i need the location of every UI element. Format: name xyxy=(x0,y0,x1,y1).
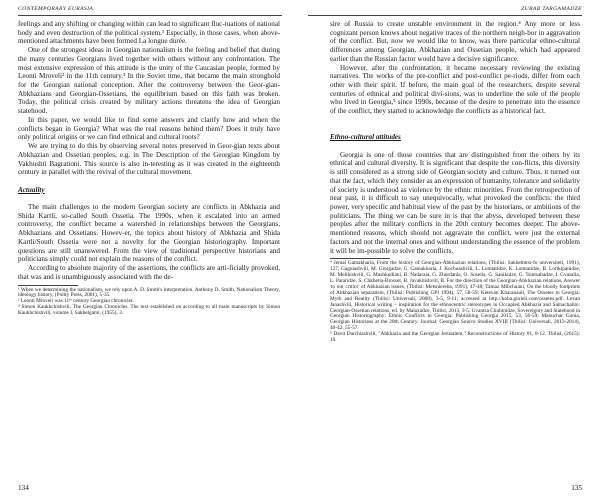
footnote: ⁵ Davit Darchiashvili, "Abkhazia and the Georgian Jerusalem," Reconstructions of History #1, 8-12. Tbilisi, (2015): 10. xyxy=(330,331,580,344)
left-text-column xyxy=(18,20,280,317)
header-rule xyxy=(18,15,282,16)
paragraph: feelings and any shifting or changing within can lead to significant fluc-tuations of national body and even destruction of the political system.¹ Especially, in those cases, when above-mentioned attachments have been formed La longue durée. xyxy=(18,20,280,46)
paragraph: However, after the confrontation, it became necessary reviewing the existing narratives. The works of the pre-conflict and post-conflict pe-riods, differ from each other with their spirit. If before, the main goal of the researchers, despite several centuries of ethnical and political divi-sions, was to underline the sole of the people who lived in Georgia,⁵ since 1990s, because of the desire to penetrate into the essence of the conflict, they started to acknowledge the conflicts as a historical fact. xyxy=(330,63,580,116)
running-header: ZURAB TARGAMADZE xyxy=(521,6,582,12)
paragraph: sire of Russia to create unstable environment in the region.⁴ Any more or less cognizant person knows about negative traces of the northern neigh-bor in aggravation of the conflict. But, now we would like to know, was there particular ethno-cultural differences among Georgian, Abkhazian and Ossetian people, which had appeared earlier than the Russian factor would have a decisive significance. xyxy=(330,20,580,63)
footnote: ¹ When we determining the nationalism, we rely upon A. D. Smith's interpretation. Anthony D. Smith, Nationalism Theory, ideology history, (Polity Press, 2001), 5-35. xyxy=(18,286,280,299)
paragraph: We are trying to do this by observing several notes preserved in Geor-gian texts about Abkhazian and Ossetian peoples, e.g. in The Description of the Georgian Kingdom by Vakhushti Bagrationi. This source is also in-teresting as it was created in the eighteenth century in parallel with the revival of the cultural movement. xyxy=(18,142,280,177)
page-number: 135 xyxy=(571,484,582,492)
right-text-column xyxy=(330,20,580,344)
paragraph: According to absolute majority of the assertions, the conflicts are arti-ficially provoked, that was and is unambiguously associated with the de- xyxy=(18,264,280,281)
right-page xyxy=(300,0,600,499)
paragraph: Georgia is one of those countries that are distinguished from the others by its ethnical and cultural diversity. It is significant that despite the con-flicts, this diversity is still considered as a strong side of Georgian society and culture. Thus, it turned out that the fact, which they consider as an expression of humanity, tolerance and solidarity of society is understood as violence by the ethnic minorities. From the retrospection of near past, it is difficult to say unequivocally, what provoked the conflicts: the third power, very specific and habitual view of the past by the historians, or ambitions of the politicians. The thing we can be sure in is that the abyss, developed between these peoples after the military conflicts in the 20th century becomes deeper. The above-mentioned reasons, which should not aggravate the conflict, were just the external factors and not the internal ones and without understanding the essence of the problem it will be im-possible to solve the conflicts. xyxy=(330,150,580,255)
paragraph: In this paper, we would like to find some answers and clarify how and when the conflicts began in Georgia? What was the real reasons behind them? Does it truly have only political origins or we can find ethnical and cultural roots? xyxy=(18,115,280,142)
page-number: 134 xyxy=(18,484,29,492)
footnote: ² Leonti Mroveli was 11ᵗʰ century Georgian chronicler. xyxy=(18,298,134,305)
running-header: CONTEMPORARY EURASIA xyxy=(18,6,94,12)
section-heading: Actuality xyxy=(18,185,45,194)
header-rule xyxy=(308,15,582,16)
left-page xyxy=(0,0,290,499)
footnote: ⁴ Jemal Gamakharia, From the history of Georgian-Abkhazian relations, (Tbilisi: Sakhelmtsi-fo universiteti, 1991), 127; Gagniashvili, M. Giorgadze, G. Gamakharia, J. Kochuashvili, L. Lomtatidze, K. Lomtatidze, B. Lortkipanidze, M. Melikishvili, G. Mushkudiani, B. Nadaraia, G. Zhordania, O. Soselia, G. Sanikidze, G. Tsintsabadze, I. Gvasalia, L. Pataridze, S. Chkhetia-Brosset, B. Javakhishvili, B. For the direction of the Georgian-Abkhazian relations, Answer 'to our critics' of Abkhazian issues, (Tbilisi: Metsniereba, 1991), 47-48; Tamaz Mibchuani, On the bloody footprints of Abkhazian separatism, (Tbilisi: Publishing GPI 1994), 57, 58-59; Ketevan Kharanauli, The Ossetes in Georgia: Myth and Reality (Tbilisi: Universali, 2008), 3-5, 9-11; accessed at http://koba.gurieli.com/ossetes.pdf. Levan Janashvili, Historical writing – inspiration for the ethnocentric stereotypes in Occupied Abkhazia and Samachablo: Georgian-Ossetian relations, ed. by Malaxadze, Tbilisi, 2013, 3-5. Gvantsa Chubinidze, Sovereignty and Statehood in Georgian Historiography: Ethnic Conflicts in Georgia: Publishing Georgia 2015, 53, 56-59; Manuchar Gunia, Georgian Historians at the 20th Century. Journal: Georgian Source Studies XVIII (Tbilisi: Universali, 2013-2014), 40-42, 55-57. xyxy=(330,260,580,332)
paragraph: The main challenges to the modern Georgian society are conflicts in Abkhazia and Shida Kartli, so-called South Ossetia. The 1990s, when it escalated into an armed controversy, the conflict became a watershed in relationships between the Georgians, Abkhazians and Ossetians. Howev-er, the topics about history of Abkhazia and Shida Kartli/South Ossetia were not a novelty for the Georgian historiography. Important questions are still unanswered. From the view of traditional perspective historians and politicians simply could not explain the reasons of the conflict. xyxy=(18,203,280,264)
paragraph: One of the strongest ideas in Georgian nationalism is the feeling and belief that during the many centuries Georgians lived together with others without any confrontation. The most extensive expression of this attitude is the unity of the Caucasian people, formed by Leonti Mroveli² in the 11th century.³ In the Soviet time, that became the main stronghold for the Georgian national conception. After the controversy between the Geor-gian-Abkhazians and Georgian-Ossetians, the equilibrium based on this faith was broken. Today, the political crisis created by military actions threatens the idea of Georgian statehood. xyxy=(18,46,280,116)
footnote-rule xyxy=(18,285,78,286)
footnote: ³ Simon Kaukhchishvili, The Georgian Chronicles. The text established on according to all main manuscripts by Simon Kaukhchishvili, volume I, Sakhelgami, (1955), 3. xyxy=(18,304,280,317)
section-heading: Ethno-cultural attitudes xyxy=(330,133,401,142)
